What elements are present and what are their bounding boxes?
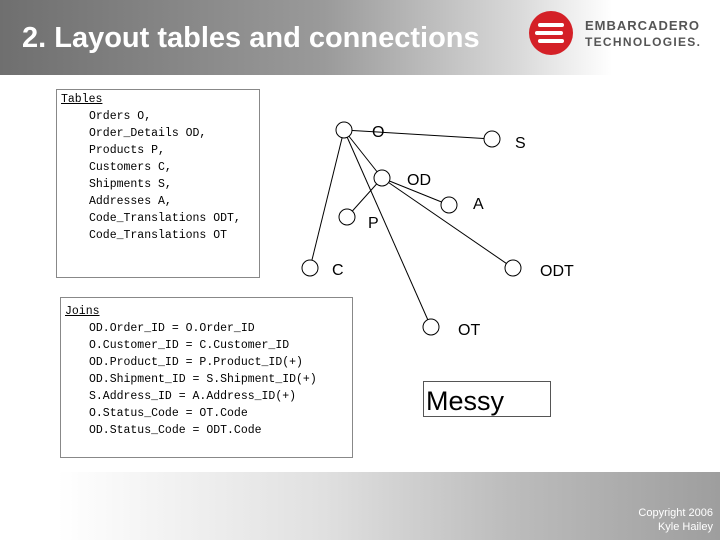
table-line: Orders O, bbox=[89, 110, 152, 123]
table-line: Customers C, bbox=[89, 161, 172, 174]
node-a bbox=[441, 197, 457, 213]
copyright bbox=[638, 506, 713, 534]
joins-heading: Joins bbox=[65, 305, 100, 318]
node-c bbox=[302, 260, 318, 276]
join-line: O.Status_Code = OT.Code bbox=[89, 407, 248, 420]
node-label-p: P bbox=[368, 215, 379, 233]
node-label-s: S bbox=[515, 135, 526, 153]
join-line: S.Address_ID = A.Address_ID(+) bbox=[89, 390, 297, 403]
edge-O-C bbox=[310, 130, 344, 268]
node-odt bbox=[505, 260, 521, 276]
table-line: Order_Details OD, bbox=[89, 127, 207, 140]
edge-O-OT bbox=[344, 130, 431, 327]
logo-line-1: EMBARCADERO bbox=[585, 18, 700, 33]
join-line: O.Customer_ID = C.Customer_ID bbox=[89, 339, 290, 352]
table-line: Code_Translations ODT, bbox=[89, 212, 241, 225]
copyright-line-2: Kyle Hailey bbox=[657, 521, 713, 533]
logo-line-2: TECHNOLOGIES. bbox=[585, 35, 702, 49]
table-line: Code_Translations OT bbox=[89, 229, 228, 242]
tables-heading: Tables bbox=[61, 93, 103, 106]
node-p bbox=[339, 209, 355, 225]
table-line: Products P, bbox=[89, 144, 165, 157]
edge-OD-ODT bbox=[382, 178, 513, 268]
copyright-line-1: Copyright 2006 bbox=[638, 507, 713, 519]
node-od bbox=[374, 170, 390, 186]
node-label-o: O bbox=[372, 124, 385, 142]
join-line: OD.Product_ID = P.Product_ID(+) bbox=[89, 356, 303, 369]
node-label-ot: OT bbox=[458, 322, 481, 340]
diagram-edges bbox=[310, 130, 513, 327]
node-label-od: OD bbox=[407, 172, 431, 190]
node-o bbox=[336, 122, 352, 138]
node-label-odt: ODT bbox=[540, 263, 574, 281]
join-line: OD.Shipment_ID = S.Shipment_ID(+) bbox=[89, 373, 317, 386]
messy-box bbox=[423, 381, 551, 417]
diagram-nodes bbox=[302, 122, 574, 339]
node-ot bbox=[423, 319, 439, 335]
join-line: OD.Status_Code = ODT.Code bbox=[89, 424, 262, 437]
node-label-c: C bbox=[332, 262, 344, 280]
slide-footer bbox=[0, 472, 720, 540]
edge-O-S bbox=[344, 130, 492, 139]
join-line: OD.Order_ID = O.Order_ID bbox=[89, 322, 255, 335]
table-line: Shipments S, bbox=[89, 178, 172, 191]
slide-title: 2. Layout tables and connections bbox=[22, 22, 480, 54]
messy-label: Messy bbox=[426, 386, 505, 416]
node-label-a: A bbox=[473, 196, 484, 214]
table-line: Addresses A, bbox=[89, 195, 172, 208]
node-s bbox=[484, 131, 500, 147]
